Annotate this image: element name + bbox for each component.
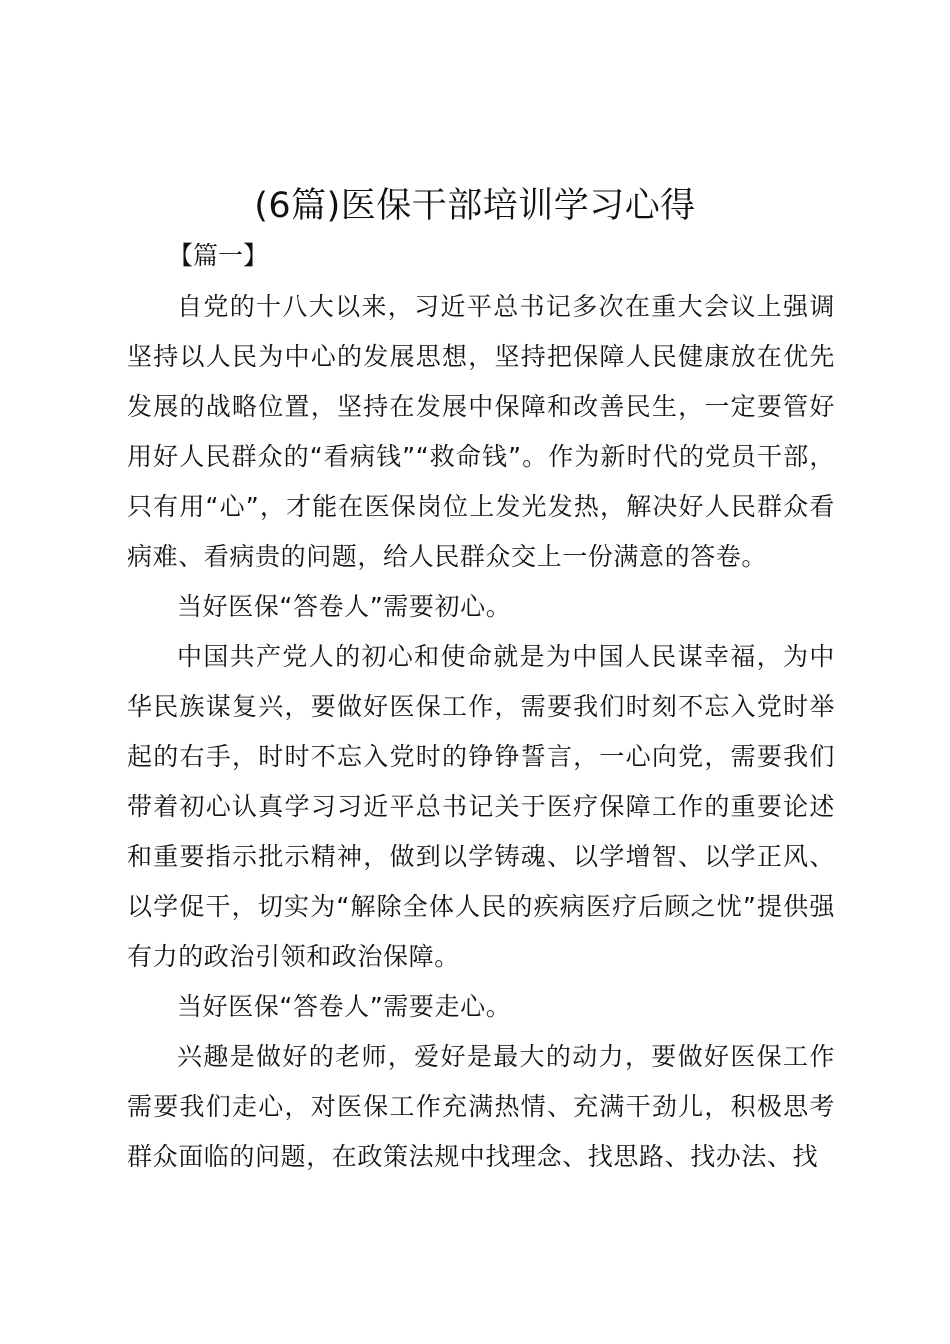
- document-body: [127, 282, 835, 1182]
- document-title: (6篇)医保干部培训学习心得: [254, 186, 696, 226]
- paragraph: 兴趣是做好的老师，爱好是最大的动力，要做好医保工作需要我们走心，对医保工作充满热情、充满干劲儿，积极思考群众面临的问题，在政策法规中找理念、找思路、找办法、找: [127, 1042, 835, 1171]
- paragraph: 自党的十八大以来，习近平总书记多次在重大会议上强调坚持以人民为中心的发展思想，坚持把保障人民健康放在优先发展的战略位置，坚持在发展中保障和改善民生，一定要管好用好人民群众的“看病钱”“救命钱”。作为新时代的党员干部，只有用“心”，才能在医保岗位上发光发热，解决好人民群众看病难、看病贵的问题，给人民群众交上一份满意的答卷。: [127, 292, 835, 571]
- paragraph: 中国共产党人的初心和使命就是为中国人民谋幸福，为中华民族谋复兴，要做好医保工作，需要我们时刻不忘入党时举起的右手，时时不忘入党时的铮铮誓言，一心向党，需要我们带着初心认真学习习近平总书记关于医疗保障工作的重要论述和重要指示批示精神，做到以学铸魂、以学增智、以学正风、以学促干，切实为“解除全体人民的疾病医疗后顾之忧”提供强有力的政治引领和政治保障。: [127, 642, 835, 971]
- paragraph: 当好医保“答卷人”需要初心。: [177, 592, 512, 621]
- paragraph: 当好医保“答卷人”需要走心。: [177, 992, 512, 1021]
- section-label: 【篇一】: [168, 241, 269, 270]
